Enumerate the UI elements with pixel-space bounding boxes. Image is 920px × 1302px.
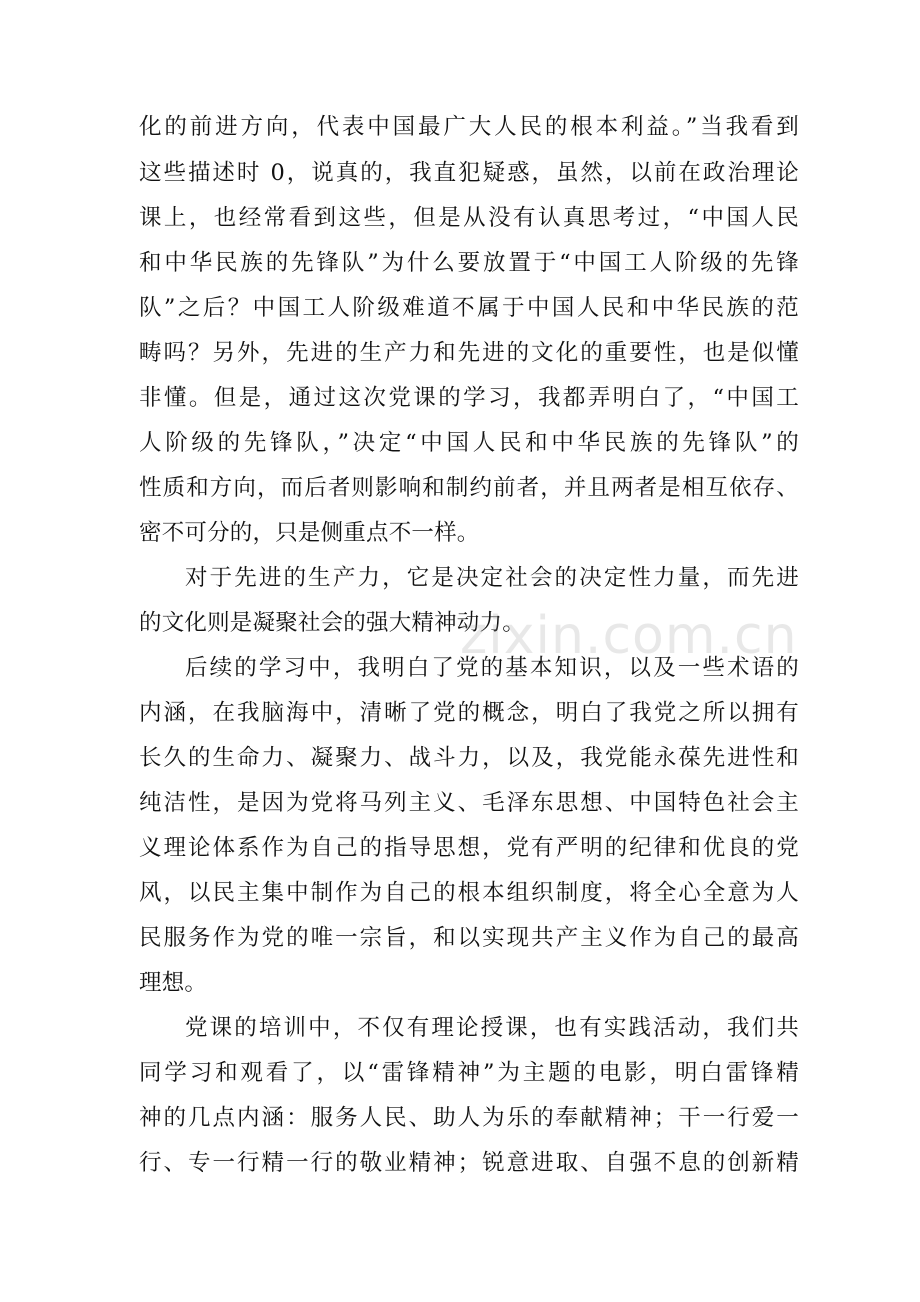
text-line: 民服务作为党的唯一宗旨，和以实现共产主义作为自己的最高	[139, 925, 799, 951]
text-line: 这些描述时 0，说真的，我直犯疑惑，虽然，以前在政治理论	[139, 160, 799, 186]
text-line: 义理论体系作为自己的指导思想，党有严明的纪律和优良的党	[139, 835, 799, 861]
text-line: 密不可分的，只是侧重点不一样。	[139, 520, 480, 546]
paragraph-first-line: 后续的学习中，我明白了党的基本知识，以及一些术语的	[185, 655, 799, 681]
text-line: 风，以民主集中制作为自己的根本组织制度，将全心全意为人	[139, 880, 799, 906]
text-line: 课上，也经常看到这些，但是从没有认真思考过，“中国人民	[139, 205, 799, 231]
text-line: 同学习和观看了，以“雷锋精神”为主题的电影，明白雷锋精	[139, 1060, 799, 1086]
watermark: zixin.com.cn	[460, 606, 798, 666]
text-line: 人阶级的先锋队，”决定“中国人民和中华民族的先锋队”的	[139, 430, 799, 456]
text-line: 神的几点内涵：服务人民、助人为乐的奉献精神；干一行爱一	[139, 1105, 799, 1131]
text-line: 队”之后？中国工人阶级难道不属于中国人民和中华民族的范	[139, 295, 799, 321]
text-line: 非懂。但是，通过这次党课的学习，我都弄明白了，“中国工	[139, 385, 799, 411]
text-line: 理想。	[139, 970, 208, 996]
paragraph-first-line: 党课的培训中，不仅有理论授课，也有实践活动，我们共	[185, 1015, 799, 1041]
text-line: 化的前进方向，代表中国最广大人民的根本利益。”当我看到	[139, 114, 799, 140]
text-line: 内涵，在我脑海中，清晰了党的概念，明白了我党之所以拥有	[139, 700, 799, 726]
text-line: 畴吗？另外，先进的生产力和先进的文化的重要性，也是似懂	[139, 340, 799, 366]
text-line: 行、专一行精一行的敬业精神；锐意进取、自强不息的创新精	[139, 1150, 799, 1176]
text-line: 和中华民族的先锋队”为什么要放置于“中国工人阶级的先锋	[139, 250, 799, 276]
text-line: 纯洁性，是因为党将马列主义、毛泽东思想、中国特色社会主	[139, 790, 799, 816]
text-line: 性质和方向，而后者则影响和制约前者，并且两者是相互依存、	[139, 475, 799, 501]
text-line: 长久的生命力、凝聚力、战斗力，以及，我党能永葆先进性和	[139, 745, 799, 771]
text-line: 的文化则是凝聚社会的强大精神动力。	[139, 610, 525, 636]
paragraph-first-line: 对于先进的生产力，它是决定社会的决定性力量，而先进	[185, 565, 799, 591]
